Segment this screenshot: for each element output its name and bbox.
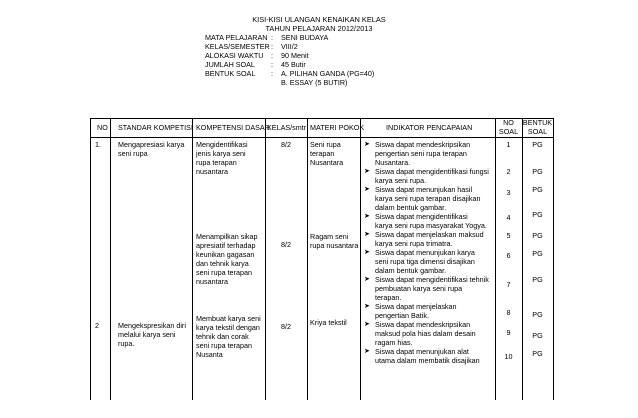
standar-kompetisi-cell: Mengekspresikan diri [118,321,186,330]
bentuk-soal-cell: PG [532,275,543,284]
bullet-arrow-icon: ➤ [364,186,370,193]
indikator-item: Nusantara. [375,158,411,167]
kelas-cell: 8/2 [281,322,291,331]
col-divider [110,118,111,400]
no-soal-cell: 9 [506,328,511,337]
meta-label: JUMLAH SOAL [205,60,255,69]
indikator-item: Siswa dapat mengidentifikasi fungsi [375,167,489,176]
header-bentuk-soal-2: SOAL [527,127,548,136]
materi-pokok-cell: rupa nusantara [310,241,359,250]
header-standar-kompetisi: STANDAR KOMPETISI [118,123,193,132]
header-kompetensi-dasar: KOMPETENSI DASAR [196,123,270,132]
document-subtitle: TAHUN PELAJARAN 2012/2013 [265,24,373,33]
bentuk-soal-cell: PG [532,349,543,358]
meta-sep: : [271,69,273,78]
kompetensi-dasar-cell: seni rupa terapan [196,268,252,277]
indikator-item: utama dalam membatik disajikan [375,356,480,365]
meta-value: SENI BUDAYA [281,33,329,42]
meta-label: MATA PELAJARAN [205,33,268,42]
standar-kompetisi-cell: rupa. [118,339,135,348]
indikator-item: terapan. [375,293,402,302]
meta-label: ALOKASI WAKTU [205,51,264,60]
meta-value: B. ESSAY (5 BUTIR) [281,78,348,87]
materi-pokok-cell: terapan [310,149,335,158]
materi-pokok-cell: Kriya tekstil [310,318,347,327]
kompetensi-dasar-cell: nusantara [196,167,228,176]
indikator-item: Siswa dapat menunjukan alat [375,347,469,356]
indikator-item: pengertian Batik. [375,311,429,320]
bentuk-soal-cell: PG [532,231,543,240]
col-divider [192,118,193,400]
kompetensi-dasar-cell: nusantara [196,277,228,286]
kompetensi-dasar-cell: keunikan gagasan [196,250,255,259]
table-top-border [90,118,553,119]
no-soal-cell: 4 [506,213,511,222]
meta-value: A. PILIHAN GANDA (PG=40) [281,69,375,78]
header-no: NO [97,123,108,132]
row-number: 2 [95,321,99,330]
no-soal-cell: 7 [506,280,511,289]
kompetensi-dasar-cell: Mengidentifikasi [196,140,248,149]
no-soal-cell: 10 [504,352,513,361]
meta-value: 90 Menit [281,51,309,60]
indikator-item: ragam hias. [375,338,413,347]
kompetensi-dasar-cell: jenis karya seni [196,149,246,158]
bentuk-soal-cell: PG [532,310,543,319]
meta-value: VIII/2 [281,42,298,51]
bullet-arrow-icon: ➤ [364,348,370,355]
bullet-arrow-icon: ➤ [364,141,370,148]
indikator-item: karya seni rupa. [375,176,427,185]
bullet-arrow-icon: ➤ [364,168,370,175]
kompetensi-dasar-cell: Nusanta [196,350,223,359]
header-kelas: KELAS/smtr [267,123,307,132]
bullet-arrow-icon: ➤ [364,321,370,328]
kompetensi-dasar-cell: Membuat karya seni [196,314,261,323]
indikator-item: seni rupa tiga dimensi disajikan [375,257,475,266]
meta-row [205,78,347,87]
meta-row [205,33,328,42]
standar-kompetisi-cell: seni rupa [118,149,148,158]
indikator-item: karya seni rupa terapan disajikan [375,194,481,203]
header-no-soal-1: NO [503,118,514,127]
indikator-item: Siswa dapat mendeskripsikan [375,320,471,329]
kompetensi-dasar-cell: apresiatif terhadap [196,241,256,250]
bullet-arrow-icon: ➤ [364,276,370,283]
no-soal-cell: 1 [506,140,511,149]
indikator-item: Siswa dapat menunjukan hasil [375,185,473,194]
row-number: 1. [95,140,101,149]
table-left-border [90,118,91,400]
header-bentuk-soal-1: BENTUK [522,118,553,127]
bentuk-soal-cell: PG [532,331,543,340]
indikator-item: dalam bentuk gambar. [375,203,447,212]
no-soal-cell: 5 [506,231,511,240]
bentuk-soal-cell: PG [532,167,543,176]
bentuk-soal-cell: PG [532,140,543,149]
meta-row [205,60,306,69]
kompetensi-dasar-cell: karya tekstil dengan [196,323,260,332]
no-soal-cell: 2 [506,167,511,176]
header-materi-pokok: MATERI POKOK [310,123,365,132]
meta-row [205,42,298,51]
kelas-cell: 8/2 [281,140,291,149]
materi-pokok-cell: Seni rupa [310,140,341,149]
kompetensi-dasar-cell: seni rupa terapan [196,341,252,350]
indikator-item: pengertian seni rupa terapan [375,149,467,158]
meta-sep: : [271,42,273,51]
meta-label: KELAS/SEMESTER [205,42,270,51]
kompetensi-dasar-cell: rupa terapan [196,158,237,167]
bullet-arrow-icon: ➤ [364,303,370,310]
no-soal-cell: 6 [506,251,511,260]
standar-kompetisi-cell: Mengapresiasi karya [118,140,185,149]
materi-pokok-cell: Ragam seni [310,232,349,241]
kompetensi-dasar-cell: Menampilkan sikap [196,232,258,241]
bullet-arrow-icon: ➤ [364,231,370,238]
bullet-arrow-icon: ➤ [364,249,370,256]
meta-label: BENTUK SOAL [205,69,256,78]
meta-sep: : [271,51,273,60]
bentuk-soal-cell: PG [532,185,543,194]
meta-row [205,69,374,78]
bentuk-soal-cell: PG [532,249,543,258]
indikator-item: Siswa dapat menunjukan karya [375,248,475,257]
table-right-border [553,118,554,400]
standar-kompetisi-cell: melalui karya seni [118,330,176,339]
bentuk-soal-cell: PG [532,210,543,219]
no-soal-cell: 8 [506,308,511,317]
indikator-item: Siswa dapat mengidentifikasi [375,212,468,221]
indikator-item: karya seni rupa trimatra. [375,239,453,248]
header-no-soal-2: SOAL [498,127,519,136]
indikator-item: pembuatan karya seni rupa [375,284,463,293]
bullet-arrow-icon: ➤ [364,213,370,220]
meta-value: 45 Butir [281,60,306,69]
indikator-item: Siswa dapat mendeskripsikan [375,140,471,149]
indikator-item: Siswa dapat mengidentifikasi tehnik [375,275,489,284]
table-header-border [90,137,553,138]
indikator-item: karya seni rupa masyarakat Yogya. [375,221,487,230]
kompetensi-dasar-cell: tehnik dan corak [196,332,249,341]
kompetensi-dasar-cell: dan tehnik karya [196,259,249,268]
materi-pokok-cell: Nusantara [310,158,344,167]
no-soal-cell: 3 [506,188,511,197]
document-title: KISI-KISI ULANGAN KENAIKAN KELAS [252,15,386,24]
kelas-cell: 8/2 [281,240,291,249]
indikator-item: maksud pola hias dalam desain [375,329,476,338]
col-divider [307,118,308,400]
header-indikator: INDIKATOR PENCAPAIAN [386,123,473,132]
indikator-item: Siswa dapat menjelaskan [375,302,457,311]
indikator-item: Siswa dapat menjelaskan maksud [375,230,484,239]
col-divider [360,118,361,400]
col-divider [265,118,266,400]
indikator-item: dalam bentuk gambar. [375,266,447,275]
meta-sep: : [271,33,273,42]
meta-sep: : [271,60,273,69]
meta-row [205,51,309,60]
